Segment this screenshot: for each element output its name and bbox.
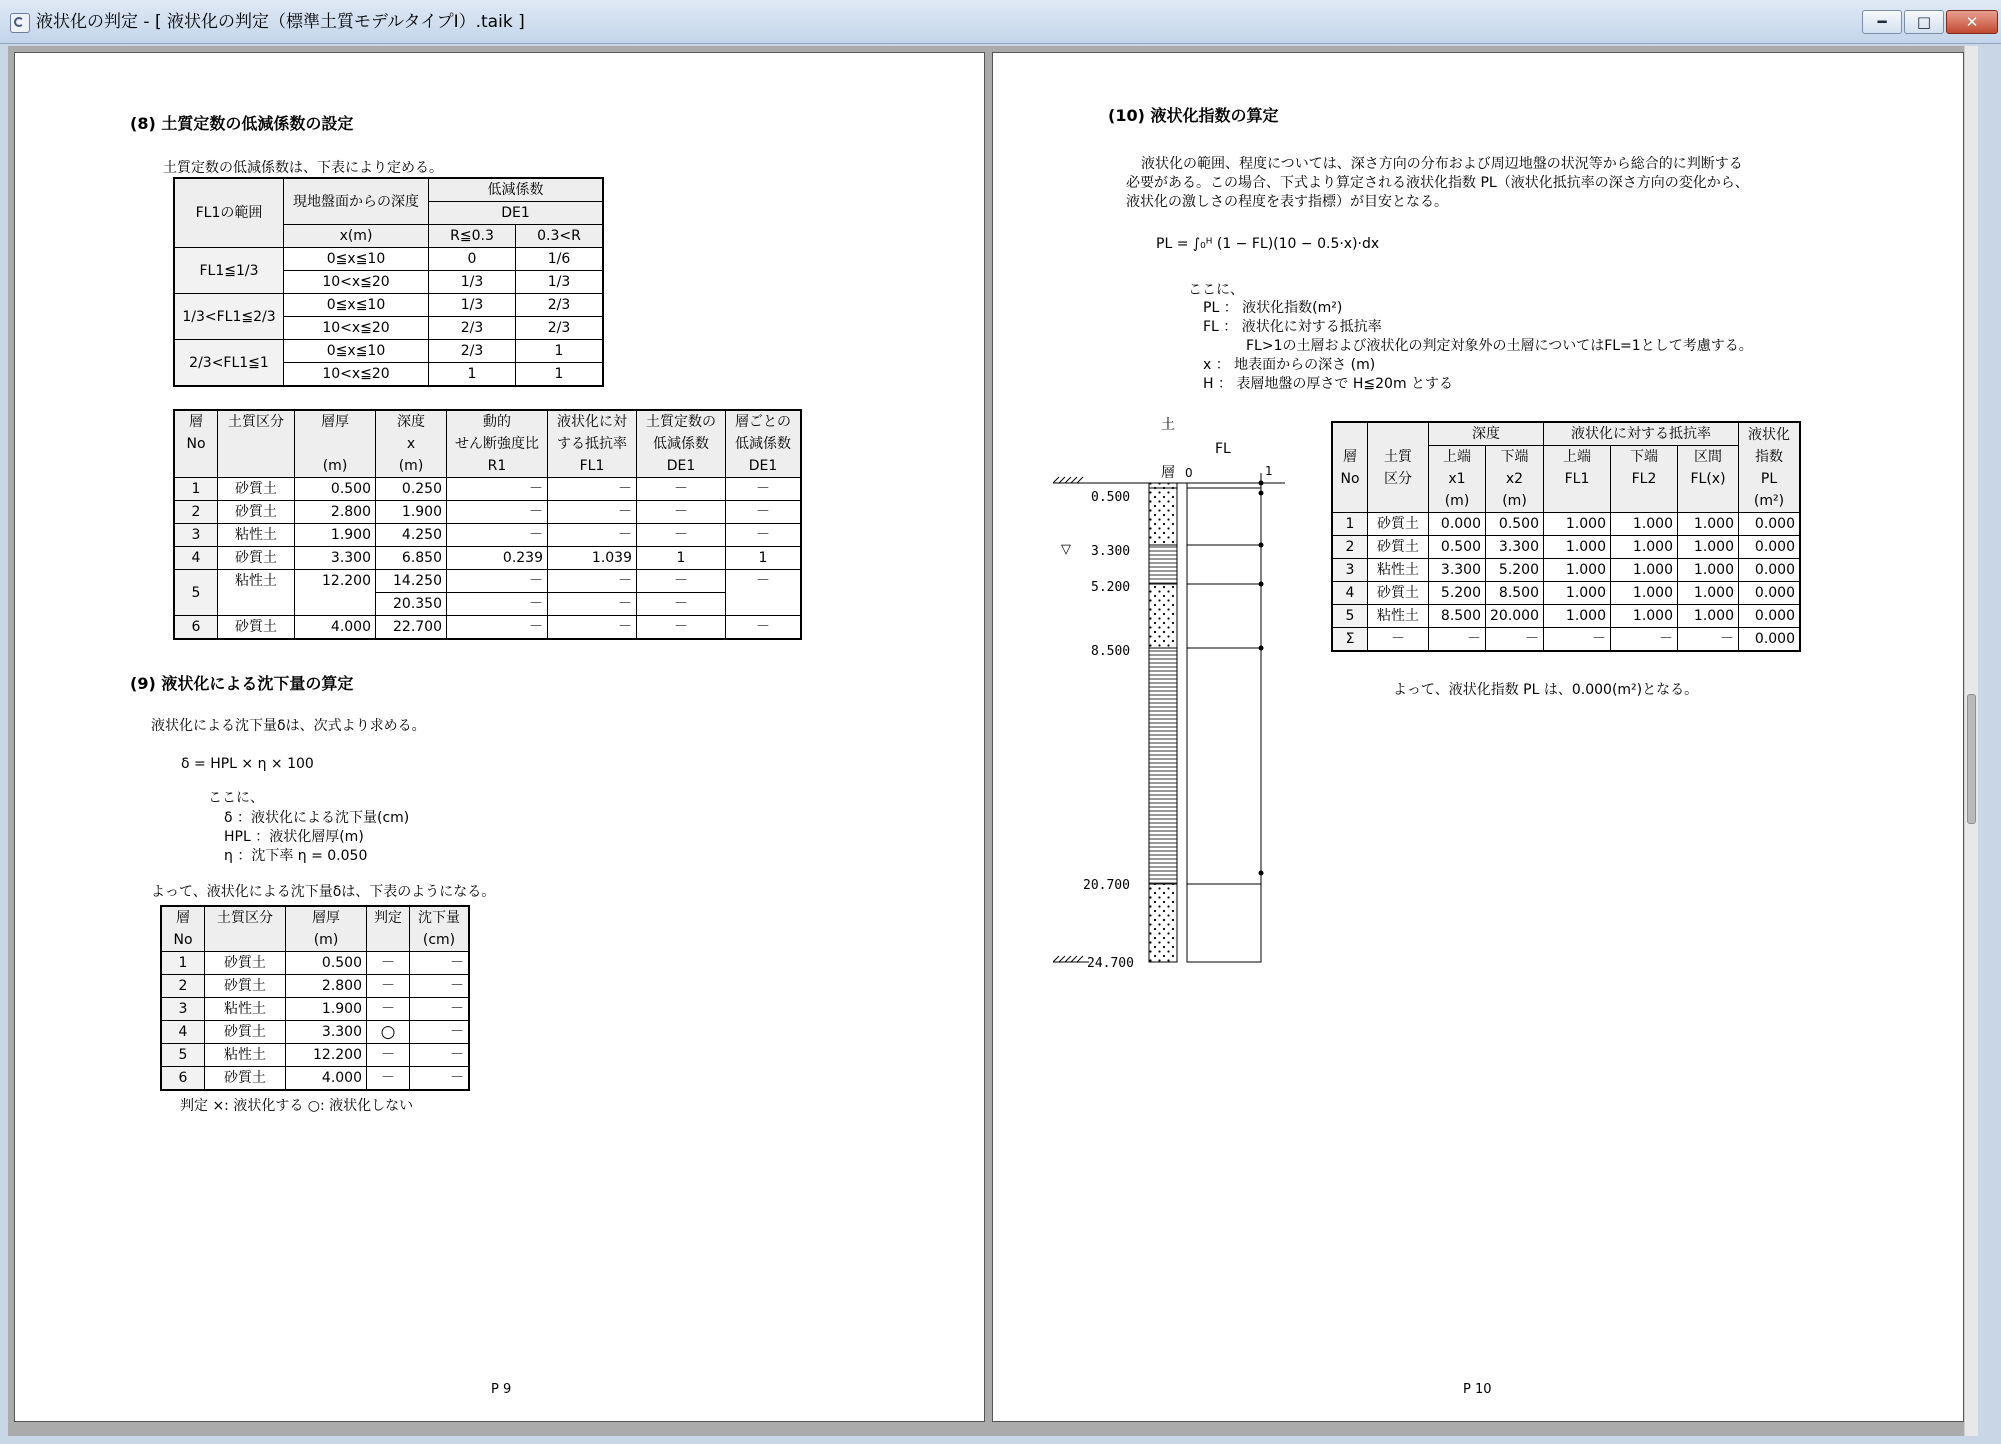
def-eta: η ：沈下率 η = 0.050 bbox=[224, 848, 368, 864]
table-row: Σ － － － － － － 0.000 bbox=[1332, 628, 1800, 652]
header-cell: 下端 FL2 bbox=[1611, 446, 1678, 513]
def-x: x ： 地表面からの深さ (m) bbox=[1203, 357, 1376, 373]
header-cell: 土質 区分 bbox=[1368, 422, 1429, 513]
header-cell: 層厚 (m) bbox=[286, 906, 367, 952]
table-row: 20.350 － － － bbox=[174, 593, 801, 616]
def-fl-note: FL>1の土層および液状化の判定対象外の土層についてはFL=1として考慮する。 bbox=[1246, 338, 1753, 354]
app-icon bbox=[10, 13, 30, 33]
table-row: 6 砂質土 4.000 － － bbox=[161, 1067, 469, 1091]
document-viewport[interactable] bbox=[8, 46, 1978, 1436]
table-row: 1 砂質土 0.000 0.500 1.000 1.000 1.000 0.000 bbox=[1332, 513, 1800, 536]
header-cell: 土質定数の 低減係数 DE1 bbox=[637, 410, 726, 478]
table-row: 1 砂質土 0.500 － － bbox=[161, 952, 469, 975]
table-row: 2 砂質土 0.500 3.300 1.000 1.000 1.000 0.000 bbox=[1332, 536, 1800, 559]
pl-formula: PL = ∫₀ᴴ (1 − FL)(10 − 0.5·x)·dx bbox=[1156, 236, 1380, 252]
table-row: 3 粘性土 1.900 － － bbox=[161, 998, 469, 1021]
header-r-low: R≦0.3 bbox=[429, 225, 516, 248]
soil-column-diagram bbox=[1053, 413, 1293, 993]
vertical-scrollbar[interactable] bbox=[1964, 46, 1978, 1436]
table-row: 5 粘性土 12.200 － － bbox=[161, 1044, 469, 1067]
table-row: FL1≦1/3 0≦x≦10 0 1/6 bbox=[174, 248, 603, 271]
header-cell: 深度 bbox=[1429, 422, 1544, 446]
page-9 bbox=[14, 52, 985, 1422]
page-number-9: P 9 bbox=[491, 1382, 512, 1397]
page-number-10: P 10 bbox=[1463, 1382, 1492, 1397]
page-10 bbox=[992, 52, 1964, 1422]
header-cell: 上端 x1 (m) bbox=[1429, 446, 1486, 513]
window-titlebar[interactable] bbox=[0, 0, 2001, 44]
header-cell: 土質区分 bbox=[218, 410, 295, 478]
header-cell: 動的 せん断強度比 R1 bbox=[447, 410, 548, 478]
table-row: 2 砂質土 2.800 － － bbox=[161, 975, 469, 998]
header-coef-symbol: DE1 bbox=[429, 202, 604, 225]
depth-label: 20.700 bbox=[1083, 878, 1130, 893]
header-cell: 層 No bbox=[161, 906, 205, 952]
header-depth-unit: x(m) bbox=[284, 225, 429, 248]
def-pl: PL ： 液状化指数(m²) bbox=[1203, 300, 1343, 316]
def-h: H ： 表層地盤の厚さで H≦20m とする bbox=[1203, 376, 1454, 392]
reduction-coefficient-table bbox=[173, 177, 604, 387]
layer-reduction-table bbox=[173, 409, 802, 640]
header-cell: 区間 FL(x) bbox=[1678, 446, 1739, 513]
para-line-2: 必要がある。この場合、下式より算定される液状化指数 PL（液状化抵抗率の深さ方向の変化から、 bbox=[1126, 175, 1749, 191]
header-cell: 層 No bbox=[1332, 422, 1368, 513]
section-9-intro: 液状化による沈下量δは、次式より求める。 bbox=[151, 718, 426, 734]
water-level-icon: ▽ bbox=[1061, 542, 1071, 557]
close-button[interactable]: ✕ bbox=[1946, 10, 1998, 34]
settlement-formula: δ = HPL × η × 100 bbox=[181, 756, 314, 772]
pl-result-text: よって、液状化指数 PL は、0.000(m²)となる。 bbox=[1393, 682, 1699, 698]
fl-tick-1: 1 bbox=[1265, 464, 1273, 478]
judgement-legend: 判定 ×: 液状化する ○: 液状化しない bbox=[180, 1098, 414, 1114]
table-row: 2/3<FL1≦1 0≦x≦10 2/3 1 bbox=[174, 340, 603, 363]
depth-label: 5.200 bbox=[1091, 580, 1131, 595]
table-row: 4 砂質土 5.200 8.500 1.000 1.000 1.000 0.000 bbox=[1332, 582, 1800, 605]
header-cell: 土質区分 bbox=[205, 906, 286, 952]
header-cell: 液状化に対 する抵抗率 FL1 bbox=[548, 410, 637, 478]
liquefaction-index-table bbox=[1331, 421, 1801, 652]
table-row: 4 砂質土 3.300 ○ － bbox=[161, 1021, 469, 1044]
table-row: 5 粘性土 8.500 20.000 1.000 1.000 1.000 0.000 bbox=[1332, 605, 1800, 628]
table-row: 3 粘性土 3.300 5.200 1.000 1.000 1.000 0.000 bbox=[1332, 559, 1800, 582]
depth-label: 8.500 bbox=[1091, 644, 1131, 659]
where-label-10: ここに、 bbox=[1188, 282, 1244, 298]
para-line-3: 液状化の激しさの程度を表す指標）が目安となる。 bbox=[1126, 194, 1448, 210]
maximize-button[interactable]: □ bbox=[1904, 10, 1944, 34]
header-cell: 層ごとの 低減係数 DE1 bbox=[726, 410, 802, 478]
table-row: 1/3<FL1≦2/3 0≦x≦10 1/3 2/3 bbox=[174, 294, 603, 317]
header-cell: 液状化 指数 PL (m²) bbox=[1739, 422, 1801, 513]
fl-tick-0: 0 bbox=[1185, 466, 1193, 480]
window-title: 液状化の判定 - [ 液状化の判定（標準土質モデルタイプⅠ）.taik ] bbox=[36, 12, 525, 32]
section-9-title: (9) 液状化による沈下量の算定 bbox=[130, 674, 354, 693]
where-label: ここに、 bbox=[208, 790, 264, 806]
table-row: 10<x≦20 1 1 bbox=[174, 363, 603, 387]
def-hpl: HPL ：液状化層厚(m) bbox=[224, 829, 364, 845]
table-row: 10<x≦20 1/3 1/3 bbox=[174, 271, 603, 294]
section-8-title: (8) 土質定数の低減係数の設定 bbox=[130, 114, 354, 133]
header-cell: 沈下量 (cm) bbox=[410, 906, 470, 952]
table-row: 6 砂質土 4.000 22.700 － － － － bbox=[174, 616, 801, 640]
table-row: 3 粘性土 1.900 4.250 － － － － bbox=[174, 524, 801, 547]
header-r-high: 0.3<R bbox=[516, 225, 604, 248]
depth-label: 3.300 bbox=[1091, 544, 1131, 559]
section-10-title: (10) 液状化指数の算定 bbox=[1108, 106, 1279, 125]
header-cell: 液状化に対する抵抗率 bbox=[1544, 422, 1739, 446]
depth-label: 24.700 bbox=[1087, 956, 1134, 971]
header-cell: 層厚 (m) bbox=[295, 410, 376, 478]
def-delta: δ ：液状化による沈下量(cm) bbox=[224, 810, 410, 826]
header-fl-range: FL1の範囲 bbox=[174, 178, 284, 248]
table-row: 4 砂質土 3.300 6.850 0.239 1.039 1 1 bbox=[174, 547, 801, 570]
para-line-1: 液状化の範囲、程度については、深さ方向の分布および周辺地盤の状況等から総合的に判断する bbox=[1141, 156, 1743, 172]
settlement-table bbox=[160, 905, 470, 1091]
table-row: 10<x≦20 2/3 2/3 bbox=[174, 317, 603, 340]
header-cell: 判定 bbox=[367, 906, 410, 952]
depth-label: 0.500 bbox=[1091, 490, 1131, 505]
table-row: 1 砂質土 0.500 0.250 － － － － bbox=[174, 478, 801, 501]
header-cell: 深度 x (m) bbox=[376, 410, 447, 478]
minimize-button[interactable]: ━ bbox=[1862, 10, 1902, 34]
column-label-soil: 土 bbox=[1161, 417, 1175, 433]
column-label-fl: FL bbox=[1215, 441, 1231, 457]
header-cell: 上端 FL1 bbox=[1544, 446, 1611, 513]
section-8-intro: 土質定数の低減係数は、下表により定める。 bbox=[163, 160, 443, 176]
def-fl: FL ： 液状化に対する抵抗率 bbox=[1203, 319, 1382, 335]
header-depth: 現地盤面からの深度 bbox=[284, 178, 429, 225]
column-label-layer: 層 bbox=[1161, 465, 1175, 481]
header-cell: 層 No bbox=[174, 410, 218, 478]
header-cell: 下端 x2 (m) bbox=[1486, 446, 1544, 513]
settlement-result-text: よって、液状化による沈下量δは、下表のようになる。 bbox=[151, 884, 496, 900]
table-row: 5 粘性土 12.200 14.250 － － － － bbox=[174, 570, 801, 593]
scrollbar-thumb[interactable] bbox=[1967, 694, 1976, 824]
header-coef: 低減係数 bbox=[429, 178, 604, 202]
table-row: 2 砂質土 2.800 1.900 － － － － bbox=[174, 501, 801, 524]
